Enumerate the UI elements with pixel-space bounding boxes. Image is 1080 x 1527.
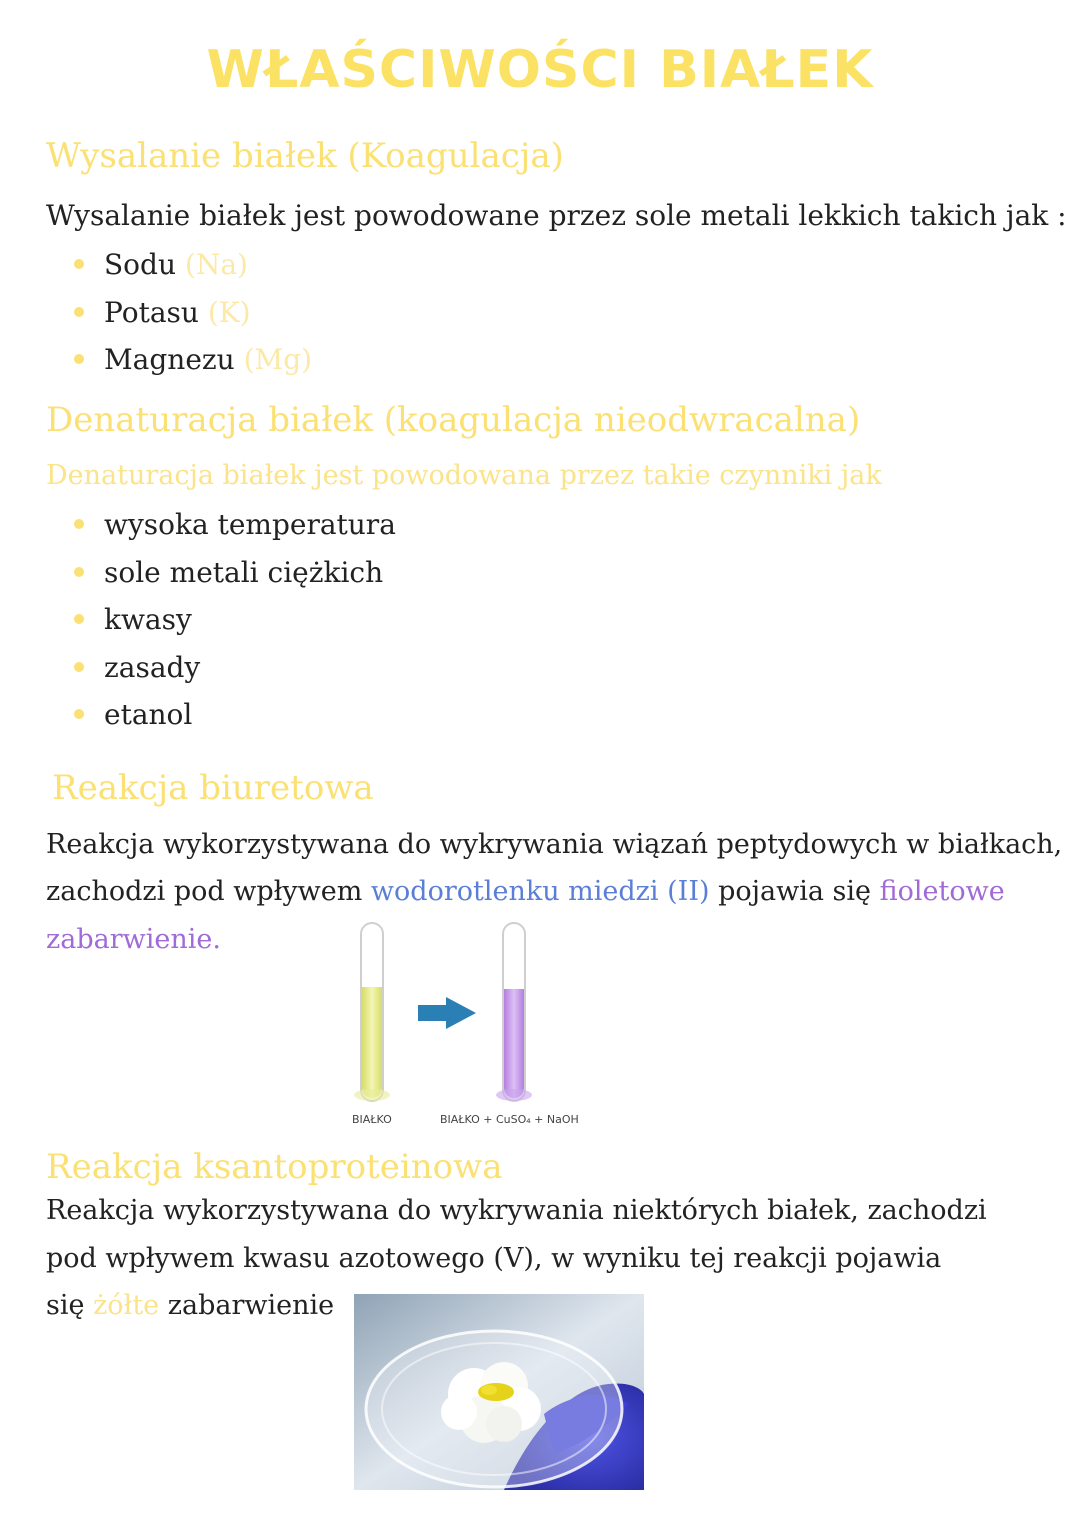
xantho-text-line-1: Reakcja wykorzystywana do wykrywania niektórych białek, zachodzi — [46, 1195, 987, 1226]
bullet-icon — [74, 567, 84, 577]
section-heading-salting-out: Wysalanie białek (Koagulacja) — [46, 136, 564, 176]
list-item: Sodu (Na) — [74, 248, 248, 281]
list-item: zasady — [74, 651, 200, 684]
bullet-icon — [74, 259, 84, 269]
list-item: wysoka temperatura — [74, 508, 396, 541]
list-item: Potasu (K) — [74, 296, 251, 329]
xantho-text-line-3: się żółte zabarwienie — [46, 1290, 335, 1321]
salting-out-intro: Wysalanie białek jest powodowane przez sole metali lekkich takich jak : — [46, 199, 1067, 232]
bullet-icon — [74, 614, 84, 624]
bullet-icon — [74, 354, 84, 364]
petri-dish-photo — [354, 1294, 644, 1490]
violet-test-tube — [496, 923, 532, 1101]
list-item: etanol — [74, 698, 192, 731]
caption-protein: BIAŁKO — [352, 1113, 392, 1126]
biuret-text-line-3: zabarwienie. — [46, 924, 221, 955]
list-item: kwasy — [74, 603, 192, 636]
biuret-text-line-2: zachodzi pod wpływem wodorotlenku miedzi (II) pojawia się fioletowe — [46, 876, 1005, 907]
color-word-yellow: żółte — [93, 1290, 160, 1321]
list-item: sole metali ciężkich — [74, 556, 383, 589]
bullet-icon — [74, 662, 84, 672]
xantho-text-line-2: pod wpływem kwasu azotowego (V), w wyniku tej reakcji pojawia — [46, 1243, 942, 1274]
denaturation-intro: Denaturacja białek jest powodowana przez takie czynniki jak — [46, 460, 882, 491]
biuret-text-line-1: Reakcja wykorzystywana do wykrywania wiązań peptydowych w białkach, — [46, 829, 1063, 860]
bullet-icon — [74, 519, 84, 529]
reagent-name: wodorotlenku miedzi (II) — [370, 876, 710, 907]
caption-protein-reagents: BIAŁKO + CuSO₄ + NaOH — [440, 1113, 579, 1126]
section-heading-biuret: Reakcja biuretowa — [52, 768, 374, 808]
bullet-icon — [74, 307, 84, 317]
biuret-test-tubes-illustration — [330, 915, 600, 1115]
yellow-test-tube — [354, 923, 390, 1101]
color-word-violet: fioletowe — [879, 876, 1005, 907]
page-title: WŁAŚCIWOŚCI BIAŁEK — [206, 40, 874, 100]
list-item: Magnezu (Mg) — [74, 343, 312, 376]
section-heading-xanthoprotein: Reakcja ksantoproteinowa — [46, 1147, 503, 1187]
section-heading-denaturation: Denaturacja białek (koagulacja nieodwracalna) — [46, 400, 861, 440]
bullet-icon — [74, 709, 84, 719]
arrow-icon — [418, 997, 476, 1029]
